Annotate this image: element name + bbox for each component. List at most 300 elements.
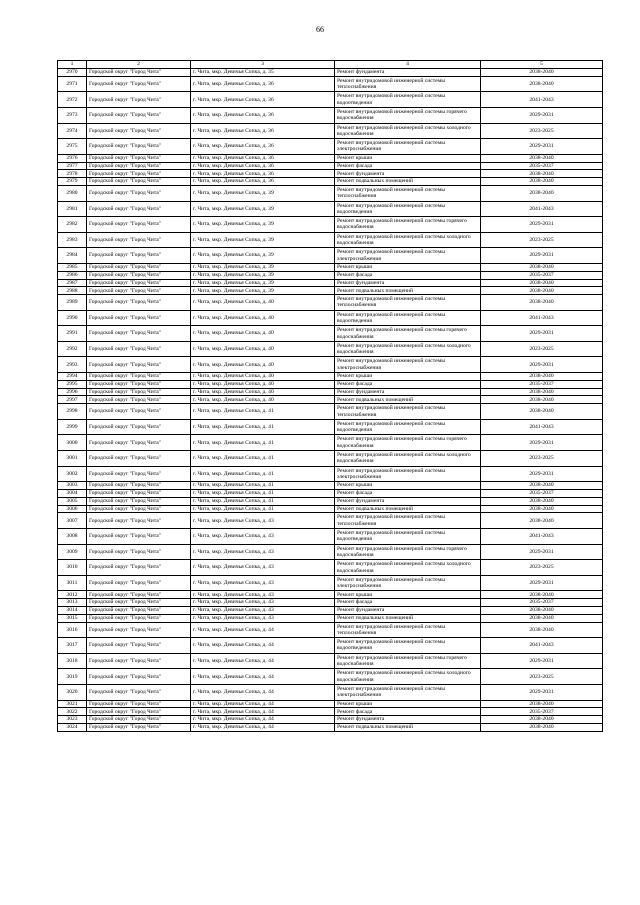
table-row (58, 419, 603, 435)
period-cell: 2038-2040 (481, 716, 603, 724)
municipality-cell: Городской округ "Город Чита" (87, 139, 191, 155)
table-row (58, 435, 603, 451)
table-row (58, 107, 603, 123)
work-type-cell: Ремонт внутридомовой инженерной системы электроснабжения (335, 139, 481, 155)
municipality-cell: Городской округ "Город Чита" (87, 716, 191, 724)
municipality-cell: Городской округ "Город Чита" (87, 419, 191, 435)
work-type-cell: Ремонт фасада (335, 490, 481, 498)
municipality-cell: Городской округ "Город Чита" (87, 271, 191, 279)
row-number-cell: 3020 (58, 684, 87, 700)
table-row (58, 232, 603, 248)
municipality-cell: Городской округ "Город Чита" (87, 69, 191, 77)
municipality-cell: Городской округ "Город Чита" (87, 201, 191, 217)
period-cell: 2038-2040 (481, 591, 603, 599)
municipality-cell: Городской округ "Город Чита" (87, 497, 191, 505)
period-cell: 2038-2040 (481, 170, 603, 178)
municipality-cell: Городской округ "Город Чита" (87, 614, 191, 622)
work-type-cell: Ремонт внутридомовой инженерной системы горячего водоснабжения (335, 217, 481, 233)
row-number-cell: 3021 (58, 700, 87, 708)
table-row (58, 404, 603, 420)
work-type-cell: Ремонт внутридомовой инженерной системы водоотведения (335, 529, 481, 545)
period-cell: 2038-2040 (481, 178, 603, 186)
period-cell: 2029-2031 (481, 217, 603, 233)
table-row (58, 599, 603, 607)
municipality-cell: Городской округ "Город Чита" (87, 700, 191, 708)
period-cell: 2023-2025 (481, 341, 603, 357)
work-type-cell: Ремонт внутридомовой инженерной системы холодного водоснабжения (335, 123, 481, 139)
period-cell: 2029-2031 (481, 248, 603, 264)
period-cell: 2029-2031 (481, 435, 603, 451)
address-cell: г. Чита, мкр. Девичья Сопка, д. 44 (191, 700, 335, 708)
address-cell: г. Чита, мкр. Девичья Сопка, д. 40 (191, 295, 335, 311)
municipality-cell: Городской округ "Город Чита" (87, 248, 191, 264)
work-type-cell: Ремонт внутридомовой инженерной системы электроснабжения (335, 466, 481, 482)
address-cell: г. Чита, мкр. Девичья Сопка, д. 41 (191, 466, 335, 482)
municipality-cell: Городской округ "Город Чита" (87, 388, 191, 396)
address-cell: г. Чита, мкр. Девичья Сопка, д. 41 (191, 419, 335, 435)
address-cell: г. Чита, мкр. Девичья Сопка, д. 36 (191, 139, 335, 155)
work-type-cell: Ремонт крыши (335, 482, 481, 490)
table-row (58, 529, 603, 545)
row-number-cell: 2985 (58, 263, 87, 271)
row-number-cell: 3015 (58, 614, 87, 622)
work-type-cell: Ремонт подвальных помещений (335, 505, 481, 513)
table-row (58, 217, 603, 233)
row-number-cell: 3010 (58, 560, 87, 576)
municipality-cell: Городской округ "Город Чита" (87, 380, 191, 388)
repair-schedule-table (57, 60, 603, 732)
municipality-cell: Городской округ "Город Чита" (87, 505, 191, 513)
address-cell: г. Чита, мкр. Девичья Сопка, д. 41 (191, 451, 335, 467)
address-cell: г. Чита, мкр. Девичья Сопка, д. 40 (191, 357, 335, 373)
period-cell: 2038-2040 (481, 185, 603, 201)
address-cell: г. Чита, мкр. Девичья Сопка, д. 41 (191, 497, 335, 505)
period-cell: 2041-2043 (481, 201, 603, 217)
work-type-cell: Ремонт подвальных помещений (335, 396, 481, 404)
row-number-cell: 3008 (58, 529, 87, 545)
period-cell: 2038-2040 (481, 404, 603, 420)
address-cell: г. Чита, мкр. Девичья Сопка, д. 41 (191, 505, 335, 513)
work-type-cell: Ремонт фундамента (335, 388, 481, 396)
row-number-cell: 2982 (58, 217, 87, 233)
table-row (58, 341, 603, 357)
period-cell: 2041-2043 (481, 529, 603, 545)
municipality-cell: Городской округ "Город Чита" (87, 708, 191, 716)
address-cell: г. Чита, мкр. Девичья Сопка, д. 36 (191, 178, 335, 186)
table-row (58, 201, 603, 217)
row-number-cell: 3007 (58, 513, 87, 529)
row-number-cell: 2976 (58, 154, 87, 162)
municipality-cell: Городской округ "Город Чита" (87, 404, 191, 420)
work-type-cell: Ремонт крыши (335, 591, 481, 599)
table-row (58, 388, 603, 396)
table-row (58, 614, 603, 622)
table-row (58, 700, 603, 708)
work-type-cell: Ремонт внутридомовой инженерной системы горячего водоснабжения (335, 326, 481, 342)
period-cell: 2029-2031 (481, 544, 603, 560)
period-cell: 2029-2031 (481, 357, 603, 373)
work-type-cell: Ремонт фасада (335, 380, 481, 388)
municipality-cell: Городской округ "Город Чита" (87, 396, 191, 404)
row-number-cell: 3011 (58, 575, 87, 591)
address-cell: г. Чита, мкр. Девичья Сопка, д. 39 (191, 232, 335, 248)
municipality-cell: Городской округ "Город Чита" (87, 170, 191, 178)
address-cell: г. Чита, мкр. Девичья Сопка, д. 36 (191, 170, 335, 178)
address-cell: г. Чита, мкр. Девичья Сопка, д. 39 (191, 248, 335, 264)
address-cell: г. Чита, мкр. Девичья Сопка, д. 40 (191, 310, 335, 326)
work-type-cell: Ремонт крыши (335, 263, 481, 271)
table-row (58, 139, 603, 155)
municipality-cell: Городской округ "Город Чита" (87, 76, 191, 92)
table-row (58, 287, 603, 295)
municipality-cell: Городской округ "Город Чита" (87, 544, 191, 560)
municipality-cell: Городской округ "Город Чита" (87, 606, 191, 614)
municipality-cell: Городской округ "Город Чита" (87, 107, 191, 123)
work-type-cell: Ремонт внутридомовой инженерной системы теплоснабжения (335, 76, 481, 92)
work-type-cell: Ремонт внутридомовой инженерной системы теплоснабжения (335, 622, 481, 638)
period-cell: 2038-2040 (481, 287, 603, 295)
work-type-cell: Ремонт фундамента (335, 606, 481, 614)
work-type-cell: Ремонт подвальных помещений (335, 614, 481, 622)
row-number-cell: 2986 (58, 271, 87, 279)
row-number-cell: 3003 (58, 482, 87, 490)
municipality-cell: Городской округ "Город Чита" (87, 217, 191, 233)
period-cell: 2029-2031 (481, 139, 603, 155)
period-cell: 2029-2031 (481, 466, 603, 482)
municipality-cell: Городской округ "Город Чита" (87, 723, 191, 731)
row-number-cell: 2975 (58, 139, 87, 155)
municipality-cell: Городской округ "Город Чита" (87, 435, 191, 451)
work-type-cell: Ремонт внутридомовой инженерной системы горячего водоснабжения (335, 107, 481, 123)
row-number-cell: 2989 (58, 295, 87, 311)
address-cell: г. Чита, мкр. Девичья Сопка, д. 44 (191, 716, 335, 724)
table-row (58, 716, 603, 724)
period-cell: 2038-2040 (481, 614, 603, 622)
header-row (58, 61, 603, 69)
period-cell: 2029-2031 (481, 653, 603, 669)
address-cell: г. Чита, мкр. Девичья Сопка, д. 43 (191, 513, 335, 529)
table-row (58, 544, 603, 560)
work-type-cell: Ремонт фундамента (335, 170, 481, 178)
address-cell: г. Чита, мкр. Девичья Сопка, д. 44 (191, 622, 335, 638)
work-type-cell: Ремонт внутридомовой инженерной системы теплоснабжения (335, 404, 481, 420)
work-type-cell: Ремонт внутридомовой инженерной системы холодного водоснабжения (335, 451, 481, 467)
address-cell: г. Чита, мкр. Девичья Сопка, д. 40 (191, 373, 335, 381)
row-number-cell: 3004 (58, 490, 87, 498)
table-row (58, 170, 603, 178)
row-number-cell: 3001 (58, 451, 87, 467)
address-cell: г. Чита, мкр. Девичья Сопка, д. 39 (191, 287, 335, 295)
work-type-cell: Ремонт внутридомовой инженерной системы водоотведения (335, 92, 481, 108)
work-type-cell: Ремонт фасада (335, 708, 481, 716)
municipality-cell: Городской округ "Город Чита" (87, 341, 191, 357)
row-number-cell: 3016 (58, 622, 87, 638)
address-cell: г. Чита, мкр. Девичья Сопка, д. 39 (191, 271, 335, 279)
municipality-cell: Городской округ "Город Чита" (87, 591, 191, 599)
address-cell: г. Чита, мкр. Девичья Сопка, д. 40 (191, 341, 335, 357)
address-cell: г. Чита, мкр. Девичья Сопка, д. 44 (191, 669, 335, 685)
table-row (58, 591, 603, 599)
row-number-cell: 3024 (58, 723, 87, 731)
row-number-cell: 2981 (58, 201, 87, 217)
address-cell: г. Чита, мкр. Девичья Сопка, д. 43 (191, 599, 335, 607)
period-cell: 2041-2043 (481, 419, 603, 435)
address-cell: г. Чита, мкр. Девичья Сопка, д. 40 (191, 396, 335, 404)
address-cell: г. Чита, мкр. Девичья Сопка, д. 35 (191, 69, 335, 77)
period-cell: 2038-2040 (481, 76, 603, 92)
table-row (58, 76, 603, 92)
row-number-cell: 2999 (58, 419, 87, 435)
row-number-cell: 3019 (58, 669, 87, 685)
municipality-cell: Городской округ "Город Чита" (87, 669, 191, 685)
row-number-cell: 2972 (58, 92, 87, 108)
table-row (58, 606, 603, 614)
period-cell: 2038-2040 (481, 723, 603, 731)
work-type-cell: Ремонт внутридомовой инженерной системы горячего водоснабжения (335, 435, 481, 451)
address-cell: г. Чита, мкр. Девичья Сопка, д. 36 (191, 92, 335, 108)
row-number-cell: 3012 (58, 591, 87, 599)
address-cell: г. Чита, мкр. Девичья Сопка, д. 36 (191, 162, 335, 170)
period-cell: 2035-2037 (481, 599, 603, 607)
work-type-cell: Ремонт подвальных помещений (335, 178, 481, 186)
row-number-cell: 2998 (58, 404, 87, 420)
work-type-cell: Ремонт внутридомовой инженерной системы горячего водоснабжения (335, 653, 481, 669)
address-cell: г. Чита, мкр. Девичья Сопка, д. 36 (191, 76, 335, 92)
table-row (58, 513, 603, 529)
period-cell: 2038-2040 (481, 373, 603, 381)
period-cell: 2038-2040 (481, 497, 603, 505)
table-row (58, 295, 603, 311)
row-number-cell: 2974 (58, 123, 87, 139)
period-cell: 2035-2037 (481, 490, 603, 498)
row-number-cell: 2996 (58, 388, 87, 396)
table-row (58, 178, 603, 186)
municipality-cell: Городской округ "Город Чита" (87, 295, 191, 311)
table-row (58, 451, 603, 467)
work-type-cell: Ремонт внутридомовой инженерной системы теплоснабжения (335, 185, 481, 201)
municipality-cell: Городской округ "Город Чита" (87, 684, 191, 700)
period-cell: 2029-2031 (481, 326, 603, 342)
table-row (58, 92, 603, 108)
table-row (58, 684, 603, 700)
row-number-cell: 3002 (58, 466, 87, 482)
address-cell: г. Чита, мкр. Девичья Сопка, д. 43 (191, 606, 335, 614)
period-cell: 2041-2043 (481, 638, 603, 654)
municipality-cell: Городской округ "Город Чита" (87, 287, 191, 295)
table-row (58, 482, 603, 490)
address-cell: г. Чита, мкр. Девичья Сопка, д. 43 (191, 560, 335, 576)
work-type-cell: Ремонт фундамента (335, 279, 481, 287)
table-row (58, 622, 603, 638)
row-number-cell: 2977 (58, 162, 87, 170)
table-row (58, 263, 603, 271)
period-cell: 2035-2037 (481, 708, 603, 716)
municipality-cell: Городской округ "Город Чита" (87, 154, 191, 162)
table-row (58, 279, 603, 287)
address-cell: г. Чита, мкр. Девичья Сопка, д. 43 (191, 575, 335, 591)
address-cell: г. Чита, мкр. Девичья Сопка, д. 43 (191, 591, 335, 599)
table-row (58, 310, 603, 326)
work-type-cell: Ремонт фасада (335, 599, 481, 607)
period-cell: 2029-2031 (481, 684, 603, 700)
table-row (58, 466, 603, 482)
work-type-cell: Ремонт внутридомовой инженерной системы водоотведения (335, 419, 481, 435)
row-number-cell: 3009 (58, 544, 87, 560)
row-number-cell: 2992 (58, 341, 87, 357)
row-number-cell: 2987 (58, 279, 87, 287)
column-header-2: 2 (87, 61, 191, 69)
page-number: 66 (316, 25, 324, 34)
column-header-1: 1 (58, 61, 87, 69)
table-row (58, 560, 603, 576)
municipality-cell: Городской округ "Город Чита" (87, 326, 191, 342)
period-cell: 2038-2040 (481, 279, 603, 287)
period-cell: 2041-2043 (481, 310, 603, 326)
table-row (58, 162, 603, 170)
row-number-cell: 3022 (58, 708, 87, 716)
work-type-cell: Ремонт внутридомовой инженерной системы холодного водоснабжения (335, 669, 481, 685)
municipality-cell: Городской округ "Город Чита" (87, 123, 191, 139)
address-cell: г. Чита, мкр. Девичья Сопка, д. 40 (191, 388, 335, 396)
row-number-cell: 2980 (58, 185, 87, 201)
period-cell: 2038-2040 (481, 295, 603, 311)
work-type-cell: Ремонт фасада (335, 271, 481, 279)
table-row (58, 575, 603, 591)
address-cell: г. Чита, мкр. Девичья Сопка, д. 43 (191, 529, 335, 545)
period-cell: 2035-2037 (481, 162, 603, 170)
work-type-cell: Ремонт внутридомовой инженерной системы водоотведения (335, 201, 481, 217)
row-number-cell: 3014 (58, 606, 87, 614)
work-type-cell: Ремонт фундамента (335, 716, 481, 724)
period-cell: 2038-2040 (481, 606, 603, 614)
address-cell: г. Чита, мкр. Девичья Сопка, д. 43 (191, 544, 335, 560)
table-row (58, 638, 603, 654)
work-type-cell: Ремонт фундамента (335, 497, 481, 505)
period-cell: 2023-2025 (481, 232, 603, 248)
address-cell: г. Чита, мкр. Девичья Сопка, д. 41 (191, 490, 335, 498)
period-cell: 2038-2040 (481, 154, 603, 162)
table-row (58, 723, 603, 731)
period-cell: 2038-2040 (481, 700, 603, 708)
row-number-cell: 2970 (58, 69, 87, 77)
municipality-cell: Городской округ "Город Чита" (87, 263, 191, 271)
address-cell: г. Чита, мкр. Девичья Сопка, д. 36 (191, 107, 335, 123)
table-row (58, 326, 603, 342)
work-type-cell: Ремонт внутридомовой инженерной системы электроснабжения (335, 248, 481, 264)
table-row (58, 69, 603, 77)
municipality-cell: Городской округ "Город Чита" (87, 232, 191, 248)
period-cell: 2038-2040 (481, 396, 603, 404)
period-cell: 2023-2025 (481, 669, 603, 685)
address-cell: г. Чита, мкр. Девичья Сопка, д. 44 (191, 684, 335, 700)
row-number-cell: 2984 (58, 248, 87, 264)
work-type-cell: Ремонт внутридомовой инженерной системы электроснабжения (335, 357, 481, 373)
table-row (58, 357, 603, 373)
work-type-cell: Ремонт внутридомовой инженерной системы холодного водоснабжения (335, 341, 481, 357)
municipality-cell: Городской округ "Город Чита" (87, 622, 191, 638)
period-cell: 2038-2040 (481, 388, 603, 396)
municipality-cell: Городской округ "Город Чита" (87, 162, 191, 170)
municipality-cell: Городской округ "Город Чита" (87, 373, 191, 381)
work-type-cell: Ремонт подвальных помещений (335, 723, 481, 731)
row-number-cell: 2997 (58, 396, 87, 404)
municipality-cell: Городской округ "Город Чита" (87, 653, 191, 669)
row-number-cell: 2995 (58, 380, 87, 388)
municipality-cell: Городской округ "Город Чита" (87, 310, 191, 326)
municipality-cell: Городской округ "Город Чита" (87, 466, 191, 482)
table-row (58, 505, 603, 513)
row-number-cell: 2973 (58, 107, 87, 123)
municipality-cell: Городской округ "Город Чита" (87, 560, 191, 576)
period-cell: 2023-2025 (481, 560, 603, 576)
row-number-cell: 2993 (58, 357, 87, 373)
table-row (58, 497, 603, 505)
column-header-4: 4 (335, 61, 481, 69)
municipality-cell: Городской округ "Город Чита" (87, 178, 191, 186)
row-number-cell: 3000 (58, 435, 87, 451)
work-type-cell: Ремонт фундамента (335, 69, 481, 77)
table-row (58, 708, 603, 716)
address-cell: г. Чита, мкр. Девичья Сопка, д. 40 (191, 380, 335, 388)
row-number-cell: 2979 (58, 178, 87, 186)
table-row (58, 248, 603, 264)
period-cell: 2035-2037 (481, 380, 603, 388)
work-type-cell: Ремонт внутридомовой инженерной системы электроснабжения (335, 575, 481, 591)
municipality-cell: Городской округ "Город Чита" (87, 529, 191, 545)
work-type-cell: Ремонт внутридомовой инженерной системы холодного водоснабжения (335, 232, 481, 248)
work-type-cell: Ремонт внутридомовой инженерной системы теплоснабжения (335, 295, 481, 311)
municipality-cell: Городской округ "Город Чита" (87, 575, 191, 591)
row-number-cell: 2983 (58, 232, 87, 248)
address-cell: г. Чита, мкр. Девичья Сопка, д. 39 (191, 279, 335, 287)
work-type-cell: Ремонт внутридомовой инженерной системы водоотведения (335, 310, 481, 326)
address-cell: г. Чита, мкр. Девичья Сопка, д. 44 (191, 653, 335, 669)
work-type-cell: Ремонт внутридомовой инженерной системы водоотведения (335, 638, 481, 654)
address-cell: г. Чита, мкр. Девичья Сопка, д. 41 (191, 482, 335, 490)
period-cell: 2038-2040 (481, 69, 603, 77)
work-type-cell: Ремонт внутридомовой инженерной системы горячего водоснабжения (335, 544, 481, 560)
address-cell: г. Чита, мкр. Девичья Сопка, д. 39 (191, 201, 335, 217)
address-cell: г. Чита, мкр. Девичья Сопка, д. 43 (191, 614, 335, 622)
table-row (58, 490, 603, 498)
municipality-cell: Городской округ "Город Чита" (87, 599, 191, 607)
row-number-cell: 2994 (58, 373, 87, 381)
address-cell: г. Чита, мкр. Девичья Сопка, д. 44 (191, 723, 335, 731)
address-cell: г. Чита, мкр. Девичья Сопка, д. 40 (191, 326, 335, 342)
address-cell: г. Чита, мкр. Девичья Сопка, д. 39 (191, 217, 335, 233)
municipality-cell: Городской округ "Город Чита" (87, 92, 191, 108)
period-cell: 2029-2031 (481, 575, 603, 591)
table-row (58, 669, 603, 685)
row-number-cell: 3017 (58, 638, 87, 654)
table-row (58, 271, 603, 279)
column-header-5: 5 (481, 61, 603, 69)
row-number-cell: 3005 (58, 497, 87, 505)
work-type-cell: Ремонт подвальных помещений (335, 287, 481, 295)
table-row (58, 185, 603, 201)
work-type-cell: Ремонт крыши (335, 700, 481, 708)
table-row (58, 123, 603, 139)
address-cell: г. Чита, мкр. Девичья Сопка, д. 36 (191, 123, 335, 139)
address-cell: г. Чита, мкр. Девичья Сопка, д. 39 (191, 263, 335, 271)
period-cell: 2035-2037 (481, 271, 603, 279)
row-number-cell: 2978 (58, 170, 87, 178)
address-cell: г. Чита, мкр. Девичья Сопка, д. 36 (191, 154, 335, 162)
municipality-cell: Городской округ "Город Чита" (87, 451, 191, 467)
table-body (58, 69, 603, 732)
period-cell: 2029-2031 (481, 107, 603, 123)
column-header-3: 3 (191, 61, 335, 69)
